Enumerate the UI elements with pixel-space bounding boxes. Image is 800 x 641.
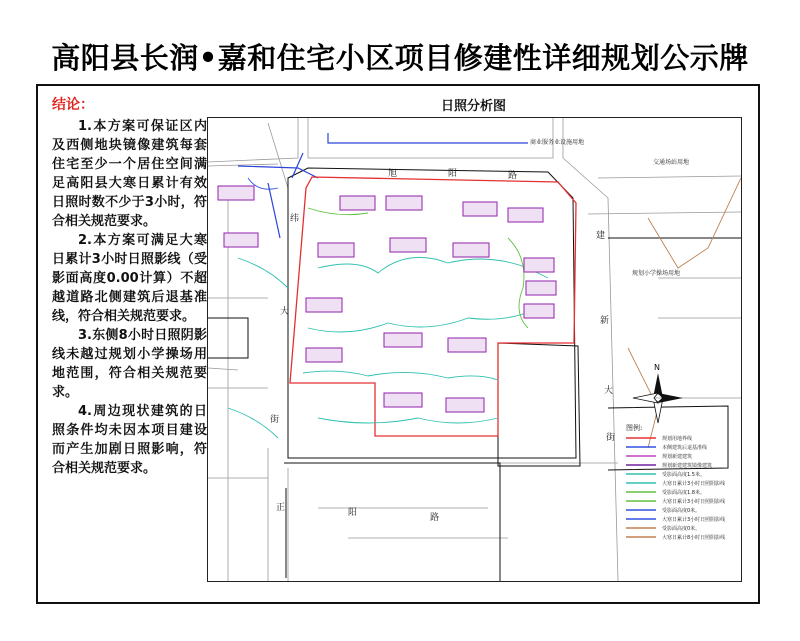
legend-heading: 图例: <box>626 424 643 432</box>
legend-label: 受影面高度0米。 <box>662 508 701 514</box>
conclusion-item-1: 1.本方案可保证区内及西侧地块镜像建筑每套住宅至少一个居住空间满足高阳县大寒日累计有效日照时数不少于3小时，符合相关规范要求。 <box>52 119 207 229</box>
legend-label: 大寒日累计3小时日照阴影线 <box>662 517 726 523</box>
road-south-char-3: 路 <box>430 513 440 523</box>
legend-label: 大寒日累计3小时日照阴影线 <box>662 481 726 487</box>
road-west-char-3: 街 <box>270 415 280 425</box>
svg-text:N: N <box>654 363 660 372</box>
buildings <box>218 186 556 412</box>
conclusion-panel <box>52 96 207 478</box>
road-north-char-3: 路 <box>508 171 518 181</box>
page-title: 高阳县长润•嘉和住宅小区项目修建性详细规划公示牌 <box>51 41 749 75</box>
legend-label: 受影面高度1.5米。 <box>662 472 705 478</box>
road-north-char-1: 旭 <box>388 169 398 179</box>
legend-label: 规划用地界线 <box>662 436 693 442</box>
setback-lines <box>238 133 528 238</box>
legend-label: 受影面高度0米。 <box>662 526 701 532</box>
road-east-char-2: 新 <box>600 316 610 326</box>
label-transport: 交通场站用地 <box>653 159 690 166</box>
conclusion-heading: 结论： <box>52 97 94 113</box>
road-south-char-1: 正 <box>276 503 286 513</box>
legend-label: 规划新建建筑 <box>662 454 693 460</box>
legend-label: 本侧建筑后退基准线 <box>662 445 708 451</box>
legend-label: 大寒日累计3小时日照阴影线 <box>662 499 726 505</box>
road-west-char-2: 大 <box>280 307 290 317</box>
conclusion-item-4: 4.周边现状建筑的日照条件均未因本项目建设而产生加剧日照影响，符合相关规范要求。 <box>52 404 207 476</box>
road-east-char-4: 街 <box>606 433 616 443</box>
legend-label: 大寒日累计8小时日照阴影线 <box>662 535 726 541</box>
legend-label: 规划新建建筑镜像建筑 <box>662 463 713 469</box>
map-title: 日照分析图 <box>440 99 506 114</box>
legend-label: 受影面高度1.8米。 <box>662 490 705 496</box>
map-svg <box>208 118 741 581</box>
conclusion-item-3: 3.东侧8小时日照阴影线未越过规划小学操场用地范围，符合相关规范要求。 <box>52 328 207 400</box>
sunlight-analysis-map <box>207 117 742 582</box>
road-west-char-1: 纬 <box>290 214 300 224</box>
label-commercial: 商业服务业设施用地 <box>530 139 585 146</box>
road-east-char-3: 大 <box>604 386 614 396</box>
road-north-char-2: 阳 <box>448 169 458 179</box>
road-east-char-1: 建 <box>596 231 606 241</box>
label-school: 规划小学操场用地 <box>632 270 681 277</box>
conclusion-item-2: 2.本方案可满足大寒日累计3小时日照影线（受影面高度0.00计算）不超越道路北侧建筑后退基准线，符合相关规范要求。 <box>52 233 207 324</box>
road-south-char-2: 阳 <box>348 508 358 518</box>
legend <box>626 423 725 541</box>
